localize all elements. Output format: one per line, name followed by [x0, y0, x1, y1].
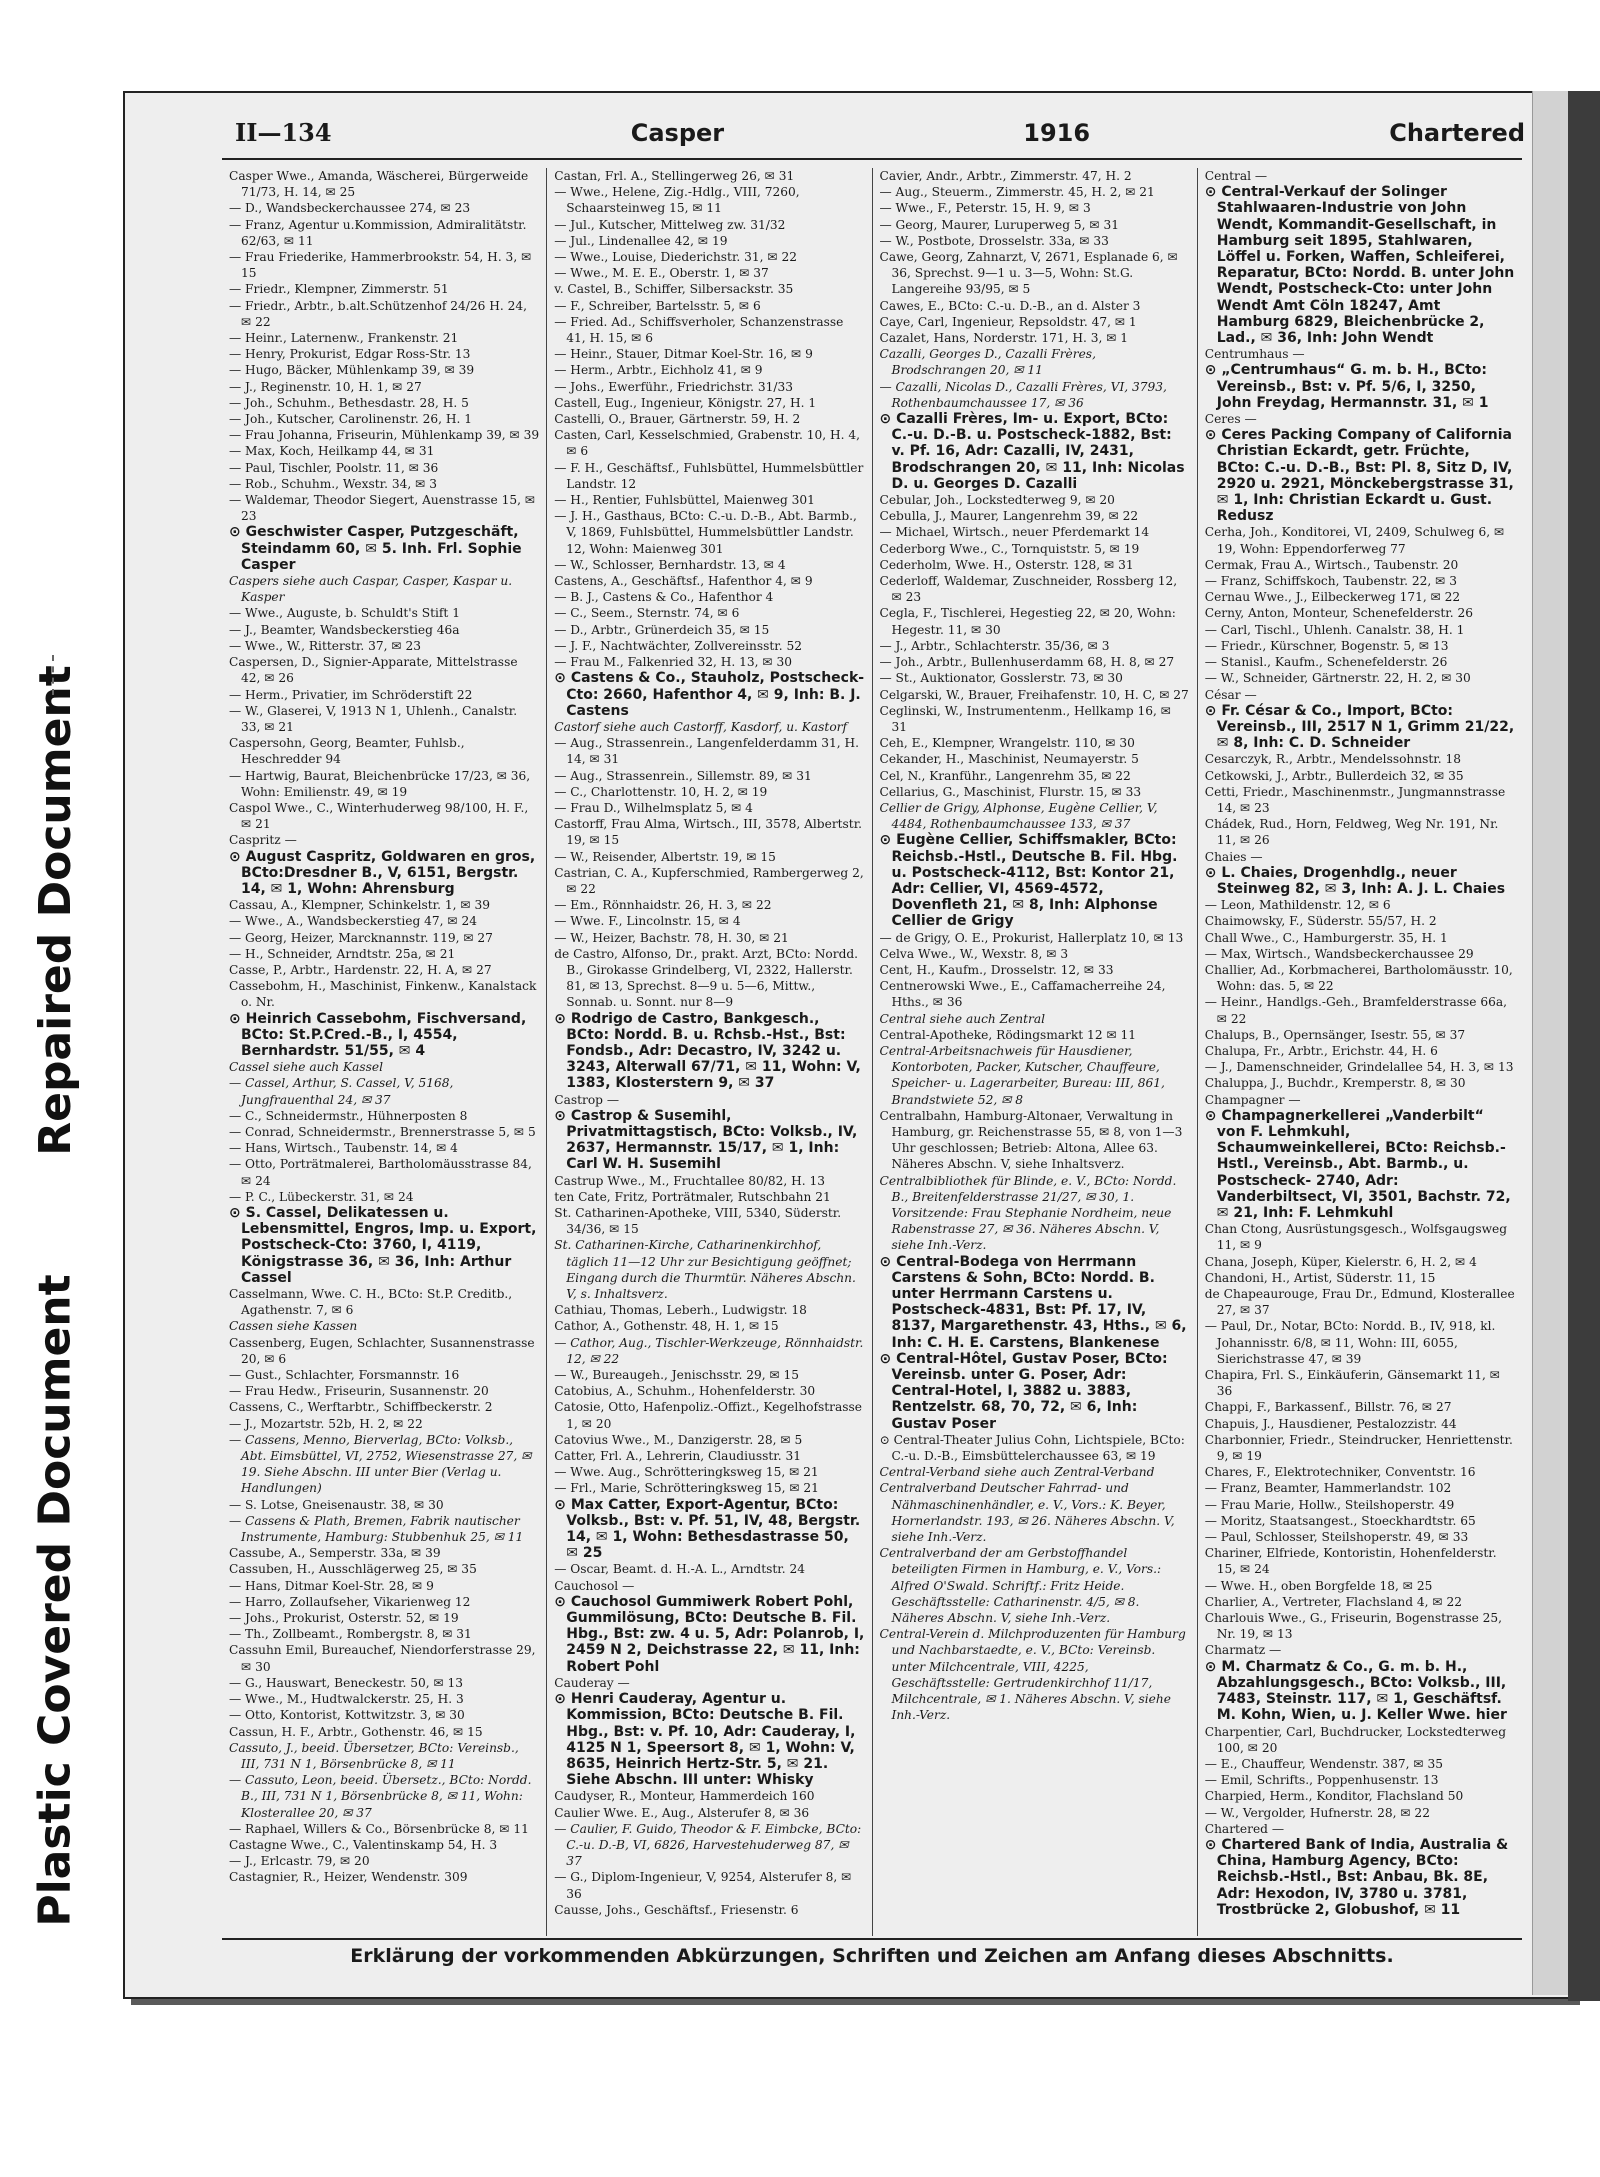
directory-entry: — W., Vergolder, Hufnerstr. 28, ✉ 22: [1204, 1805, 1430, 1820]
directory-entry: — G., Diplom-Ingenieur, V, 9254, Alsterufer 8, ✉ 36: [554, 1870, 852, 1901]
directory-entry: ⊙ Ceres Packing Company of California Christian Eckardt, getr. Früchte, BCto: C.-u. D.-B., Bst: Pl. 8, Sitz D, IV, 2920 u. 2921, Mönckebergstrasse 31, ✉ 1, Inh: Christian Eckardt u. Gust. Redusz: [1204, 427, 1514, 525]
directory-entry: — F. H., Geschäftsf., Fuhlsbüttel, Hummelsbüttler Landstr. 12: [554, 460, 864, 491]
directory-entry: Cauchosol —: [554, 1578, 635, 1593]
directory-entry: Cassenberg, Eugen, Schlachter, Susannenstrasse 20, ✉ 6: [229, 1335, 535, 1366]
directory-entry: Celgarski, W., Brauer, Freihafenstr. 10, H. C, ✉ 27: [879, 687, 1189, 702]
directory-entry: Caspersohn, Georg, Beamter, Fuhlsb., Heschredder 94: [229, 736, 465, 767]
directory-entry: Cesarczyk, R., Arbtr., Mendelssohnstr. 18: [1204, 752, 1462, 767]
directory-entry: — J. H., Gasthaus, BCto: C.-u. D.-B., Abt. Barmb., V, 1869, Fuhlsbüttel, Hummelsbüttler Landstr. 12, Wohn: Maienweg 301: [554, 509, 857, 556]
directory-entry: Cederborg Wwe., C., Tornquiststr. 5, ✉ 19: [879, 541, 1140, 556]
directory-entry: Centralverband Deutscher Fahrrad- und Nähmaschinenhändler, e. V., Vors.: K. Beyer, Hornerlandstr. 193, ✉ 26. Näheres Abschn. V, siehe Inh.-Verz.: [879, 1481, 1175, 1545]
directory-entry: Chapuis, J., Hausdiener, Pestalozzistr. 44: [1204, 1416, 1457, 1431]
directory-entry: Chall Wwe., C., Hamburgerstr. 35, H. 1: [1204, 930, 1448, 945]
directory-entry: — E., Chauffeur, Wendenstr. 387, ✉ 35: [1204, 1756, 1444, 1771]
directory-entry: ⊙ L. Chaies, Drogenhdlg., neuer Steinweg 82, ✉ 3, Inh: A. J. L. Chaies: [1204, 864, 1506, 897]
directory-entry: ⊙ S. Cassel, Delikatessen u. Lebensmittel, Engros, Imp. u. Export, Postscheck-Cto: 3760, I, 4119, Königstrasse 36, ✉ 36, Inh: Arthur Cassel: [229, 1205, 537, 1286]
directory-entry: — Leon, Mathildenstr. 12, ✉ 6: [1204, 898, 1391, 913]
directory-entry: Cellier de Grigy, Alphonse, Eugène Cellier, V, 4484, Rothenbaumchaussee 133, ✉ 37: [879, 800, 1158, 832]
directory-entry: — Frau Johanna, Friseurin, Mühlenkamp 39, ✉ 39: [229, 428, 540, 443]
directory-entry: — Paul, Schlosser, Steilshoperstr. 49, ✉ 33: [1204, 1530, 1469, 1545]
directory-entry: Catovius Wwe., M., Danzigerstr. 28, ✉ 5: [554, 1432, 803, 1447]
header-year: 1916: [1023, 119, 1091, 147]
directory-entry: — J., Reginenstr. 10, H. 1, ✉ 27: [229, 379, 422, 394]
directory-entry: — S. Lotse, Gneisenaustr. 38, ✉ 30: [229, 1497, 444, 1512]
directory-entry: ⊙ Eugène Cellier, Schiffsmakler, BCto: Reichsb.-Hstl., Deutsche B. Fil. Hbg. u. Postscheck-4112, Bst: Kontor 21, Adr: Cellier, VI, 4569-4572, Dovenfleth 21, ✉ 8, Inh: Alphonse Cellier de Grigy: [879, 832, 1178, 930]
directory-entry: — Emil, Schrifts., Poppenhusenstr. 13: [1204, 1773, 1439, 1788]
directory-entry: — Conrad, Schneidermstr., Brennerstrasse 5, ✉ 5: [229, 1124, 536, 1139]
directory-entry: Chartered —: [1204, 1821, 1285, 1836]
directory-entry: Cerny, Anton, Monteur, Schenefelderstr. 26: [1204, 606, 1473, 621]
directory-entry: — Heinr., Handlgs.-Geh., Bramfelderstrasse 66a, ✉ 22: [1204, 995, 1507, 1026]
directory-entry: — W., Heizer, Bachstr. 78, H. 30, ✉ 21: [554, 930, 789, 945]
directory-entry: Cekander, H., Maschinist, Neumayerstr. 5: [879, 752, 1139, 767]
directory-entry: Catobius, A., Schuhm., Hohenfelderstr. 30: [554, 1384, 816, 1399]
directory-entry: — Waldemar, Theodor Siegert, Auenstrasse 15, ✉ 23: [229, 493, 536, 524]
directory-entry: — Joh., Schuhm., Bethesdastr. 28, H. 5: [229, 395, 469, 410]
directory-entry: Cassun, H. F., Arbtr., Gothenstr. 46, ✉ 15: [229, 1724, 483, 1739]
directory-entry: — P. C., Lübeckerstr. 31, ✉ 24: [229, 1189, 414, 1204]
directory-entry: — Cassens, Menno, Bierverlag, BCto: Volksb., Abt. Eimsbüttel, VI, 2752, Wiesenstrasse 27, ✉ 19. Siehe Abschn. III unter Bier (Verlag u. Handlungen): [229, 1432, 532, 1496]
directory-entry: ⊙ Max Catter, Export-Agentur, BCto: Volksb., Bst: v. Pf. 51, IV, 48, Bergstr. 14, ✉ 1, Wohn: Bethesdastrasse 50, ✉ 25: [554, 1496, 861, 1562]
directory-entry: — Herm., Privatier, im Schröderstift 22: [229, 687, 473, 702]
directory-entry: Castell, Eug., Ingenieur, Königstr. 27, H. 1: [554, 395, 817, 410]
directory-entry: ⊙ Rodrigo de Castro, Bankgesch., BCto: Nordd. B. u. Rchsb.-Hst., Bst: Fondsb., Adr: Decastro, IV, 3242 u. 3243, Alterwall 67/71, ✉ 11, Wohn: V, 1383, Klosterstern 9, ✉ 37: [554, 1010, 861, 1092]
directory-entry: Castelli, O., Brauer, Gärtnerstr. 59, H. 2: [554, 412, 801, 427]
directory-entry: — Cassens & Plath, Bremen, Fabrik nautischer Instrumente, Hamburg: Stubbenhuk 25, ✉ 11: [229, 1513, 524, 1545]
directory-entry: Central-Apotheke, Rödingsmarkt 12 ✉ 11: [879, 1027, 1137, 1042]
directory-entry: — Raphael, Willers & Co., Börsenbrücke 8, ✉ 11: [229, 1821, 529, 1836]
directory-entry: Casten, Carl, Kesselschmied, Grabenstr. 10, H. 4, ✉ 6: [554, 428, 860, 459]
directory-entry: Chalups, B., Opernsänger, Isestr. 55, ✉ 37: [1204, 1027, 1466, 1042]
directory-entry: Cazalet, Hans, Norderstr. 171, H. 3, ✉ 1: [879, 331, 1129, 346]
directory-entry: ⊙ Castens & Co., Stauholz, Postscheck-Cto: 2660, Hafenthor 4, ✉ 9, Inh: B. J. Castens: [554, 670, 865, 719]
directory-entry: — Hugo, Bäcker, Mühlenkamp 39, ✉ 39: [229, 363, 475, 378]
directory-entry: — D., Wandsbeckerchaussee 274, ✉ 23: [229, 201, 471, 216]
directory-entry: Cawe, Georg, Zahnarzt, V, 2671, Esplanade 6, ✉ 36, Sprechst. 9—1 u. 3—5, Wohn: St.G. Langereihe 93/95, ✉ 5: [879, 250, 1178, 297]
directory-entry: Ceglinski, W., Instrumentenm., Hellkamp 16, ✉ 31: [879, 703, 1172, 734]
directory-entry: Central —: [1204, 169, 1268, 183]
directory-entry: Central siehe auch Zentral: [879, 1011, 1046, 1026]
directory-entry: — Friedr., Arbtr., b.alt.Schützenhof 24/26 H. 24, ✉ 22: [229, 298, 527, 329]
directory-entry: ⊙ Cazalli Frères, Im- u. Export, BCto: C.-u. D.-B. u. Postscheck-1882, Bst: v. Pf. 16, Adr: Cazalli, IV, 2431, Brodschrangen 20, ✉ 11, Inh: Nicolas D. u. Georges D. Cazalli: [879, 411, 1185, 492]
directory-column-4: [1198, 168, 1522, 1936]
directory-entry: — Fried. Ad., Schiffsverholer, Schanzenstrasse 41, H. 15, ✉ 6: [554, 314, 844, 346]
directory-entry: — Jul., Lindenallee 42, ✉ 19: [554, 233, 728, 248]
directory-entry: — St., Auktionator, Gosslerstr. 73, ✉ 30: [879, 671, 1123, 686]
directory-columns: [222, 168, 1522, 1936]
directory-entry: — Georg, Heizer, Marcknannstr. 119, ✉ 27: [229, 930, 493, 945]
directory-entry: Casselmann, Wwe. C. H., BCto: St.P. Creditb., Agathenstr. 7, ✉ 6: [229, 1287, 513, 1318]
directory-entry: Castrup Wwe., M., Fruchtallee 80/82, H. 13: [554, 1173, 826, 1188]
directory-entry: — Paul, Dr., Notar, BCto: Nordd. B., IV, 918, kl. Johannisstr. 6/8, ✉ 11, Wohn: III, 6055, Sierichstrasse 47, ✉ 39: [1204, 1319, 1496, 1366]
directory-entry: Castagne Wwe., C., Valentinskamp 54, H. 3: [229, 1837, 498, 1852]
directory-entry: Centralbibliothek für Blinde, e. V., BCto: Nordd. B., Breitenfelderstrasse 21/27, ✉ 30, 1. Vorsitzende: Frau Stephanie Nordheim, neue Rabenstrasse 27, ✉ 36. Näheres Abschn. V, siehe Inh.-Verz.: [879, 1173, 1177, 1253]
directory-entry: Castan, Frl. A., Stellingerweg 26, ✉ 31: [554, 169, 795, 183]
directory-entry: — W., Schneider, Gärtnerstr. 22, H. 2, ✉ 30: [1204, 671, 1471, 686]
directory-entry: — W., Schlosser, Bernhardstr. 13, ✉ 4: [554, 557, 786, 572]
directory-entry: — W., Bureaugeh., Jenischsstr. 29, ✉ 15: [554, 1368, 800, 1383]
directory-entry: — B. J., Castens & Co., Hafenthor 4: [554, 590, 774, 605]
directory-entry: Chapira, Frl. S., Einkäuferin, Gänsemarkt 11, ✉ 36: [1204, 1368, 1500, 1399]
directory-entry: Cebulla, J., Maurer, Langenrehm 39, ✉ 22: [879, 509, 1139, 524]
directory-entry: — F., Schreiber, Bartelsstr. 5, ✉ 6: [554, 298, 761, 313]
directory-entry: Cavier, Andr., Arbtr., Zimmerstr. 47, H. 2: [879, 169, 1132, 183]
directory-entry: — Frau Friederike, Hammerbrookstr. 54, H. 3, ✉ 15: [229, 250, 532, 281]
directory-entry: Chaies —: [1204, 849, 1263, 864]
directory-entry: — Em., Rönnhaidstr. 26, H. 3, ✉ 22: [554, 898, 772, 913]
directory-entry: — Max, Koch, Heilkamp 44, ✉ 31: [229, 444, 435, 459]
directory-entry: — Cazalli, Nicolas D., Cazalli Frères, VI, 3793, Rothenbaumchaussee 17, ✉ 36: [879, 379, 1167, 410]
directory-entry: Cernau Wwe., J., Eilbeckerweg 171, ✉ 22: [1204, 590, 1461, 605]
directory-entry: Chariner, Elfriede, Kontoristin, Hohenfelderstr. 15, ✉ 24: [1204, 1546, 1497, 1577]
directory-entry: — Herm., Arbtr., Eichholz 41, ✉ 9: [554, 363, 763, 378]
directory-entry: — Johs., Ewerführ., Friedrichstr. 31/33: [554, 379, 794, 394]
directory-entry: Cawes, E., BCto: C.-u. D.-B., an d. Alster 3: [879, 298, 1141, 313]
directory-entry: — J., Arbtr., Schlachterstr. 35/36, ✉ 3: [879, 638, 1110, 653]
repaired-document-text: Repaired Document: [29, 664, 81, 1156]
directory-entry: Cellarius, G., Maschinist, Flurstr. 15, ✉ 33: [879, 784, 1142, 799]
directory-entry: Cassebohm, H., Maschinist, Finkenw., Kanalstack o. Nr.: [229, 979, 537, 1010]
directory-entry: — W., Glaserei, V, 1913 N 1, Uhlenh., Canalstr. 33, ✉ 21: [229, 703, 518, 734]
directory-entry: Cassube, A., Semperstr. 33a, ✉ 39: [229, 1546, 441, 1561]
directory-entry: Charmatz —: [1204, 1643, 1282, 1658]
directory-entry: ⊙ Chartered Bank of India, Australia & China, Hamburg Agency, BCto: Reichsb.-Hstl., Bst: Anbau, Bk. 8E, Adr: Hexodon, IV, 3780 u. 3781, Trostbrücke 2, Globushof, ✉ 11: [1204, 1836, 1509, 1918]
directory-entry: — W., Reisender, Albertstr. 19, ✉ 15: [554, 849, 776, 864]
directory-entry: Catter, Frl. A., Lehrerin, Claudiusstr. 31: [554, 1449, 801, 1464]
directory-entry: Cassuhn Emil, Bureauchef, Niendorferstrasse 29, ✉ 30: [229, 1643, 536, 1674]
directory-entry: — Wwe., M., Hudtwalckerstr. 25, H. 3: [229, 1692, 464, 1707]
directory-entry: Charpentier, Carl, Buchdrucker, Lockstedterweg 100, ✉ 20: [1204, 1724, 1506, 1755]
directory-entry: Charbonnier, Friedr., Steindrucker, Henriettenstr. 9, ✉ 19: [1204, 1432, 1513, 1464]
directory-entry: — Wwe., Auguste, b. Schuldt's Stift 1: [229, 606, 460, 621]
directory-entry: — Otto, Kontorist, Kottwitzstr. 3, ✉ 30: [229, 1708, 465, 1723]
directory-entry: Castorf siehe auch Castorff, Kasdorf, u. Kastorf: [554, 719, 848, 734]
directory-entry: — Franz, Schiffskoch, Taubenstr. 22, ✉ 3: [1204, 574, 1458, 589]
directory-entry: — Th., Zollbeamt., Rombergstr. 8, ✉ 31: [229, 1627, 472, 1642]
footer-rule: [222, 1938, 1522, 1940]
directory-entry: ten Cate, Fritz, Porträtmaler, Rutschbahn 21: [554, 1189, 831, 1204]
directory-entry: — J. F., Nachtwächter, Zollvereinsstr. 52: [554, 638, 803, 653]
directory-entry: — Paul, Tischler, Poolstr. 11, ✉ 36: [229, 460, 439, 475]
directory-entry: Celva Wwe., W., Wexstr. 8, ✉ 3: [879, 946, 1069, 961]
directory-entry: — de Grigy, O. E., Prokurist, Hallerplatz 10, ✉ 13: [879, 930, 1184, 945]
directory-entry: ⊙ „Centrumhaus“ G. m. b. H., BCto: Vereinsb., Bst: v. Pf. 5/6, I, 3250, John Freydag, Hermannstr. 31, ✉ 1: [1204, 362, 1489, 411]
directory-entry: Causse, Johs., Geschäftsf., Friesenstr. 6: [554, 1902, 799, 1917]
directory-entry: Caspers siehe auch Caspar, Casper, Kaspar u. Kasper: [229, 574, 513, 605]
directory-column-2: [547, 168, 872, 1936]
repaired-document-label: [0, 640, 110, 1180]
directory-entry: — Gust., Schlachter, Forsmannstr. 16: [229, 1368, 460, 1383]
directory-entry: Centralverband der am Gerbstoffhandel beteiligten Firmen in Hamburg, e. V., Vors.: Alfred O'Swald. Schriftf.: Fritz Heide. Geschäftsstelle: Catharinenstr. 4/5, ✉ 8. Näheres Abschn. V, siehe Inh.-Verz.: [879, 1546, 1162, 1626]
page-header: [235, 118, 1525, 154]
directory-entry: Caudyser, R., Monteur, Hammerdeich 160: [554, 1789, 815, 1804]
directory-entry: Cermak, Frau A., Wirtsch., Taubenstr. 20: [1204, 557, 1459, 572]
directory-entry: Cebular, Joh., Lockstedterweg 9, ✉ 20: [879, 493, 1115, 508]
directory-entry: Castrian, C. A., Kupferschmied, Rambergerweg 2, ✉ 22: [554, 865, 864, 896]
directory-entry: ⊙ Fr. César & Co., Import, BCto: Vereinsb., III, 2517 N 1, Grimm 21/22, ✉ 8, Inh: C. D. Schneider: [1204, 702, 1515, 752]
directory-entry: Cederloff, Waldemar, Zuschneider, Rossberg 12, ✉ 23: [879, 574, 1178, 605]
directory-entry: — J., Erlcastr. 79, ✉ 20: [229, 1854, 370, 1869]
directory-entry: ⊙ Central-Hôtel, Gustav Poser, BCto: Vereinsb. unter G. Poser, Adr: Central-Hotel, I, 3882 u. 3883, Rentzelstr. 68, 70, 72, ✉ 6, Inh: Gustav Poser: [879, 1350, 1168, 1432]
directory-entry: Centralbahn, Hamburg-Altonaer, Verwaltung in Hamburg, gr. Reichenstrasse 55, ✉ 8, von 1—3 Uhr geschlossen; Betrieb: Altona, Allee 63. Näheres Abschn. V, siehe Inhaltsverz.: [879, 1108, 1183, 1172]
directory-entry: Castrop —: [554, 1092, 620, 1107]
directory-entry: — D., Arbtr., Grünerdeich 35, ✉ 15: [554, 622, 770, 637]
directory-entry: St. Catharinen-Kirche, Catharinenkirchhof, täglich 11—12 Uhr zur Besichtigung geöffnet; Eingang durch die Thurmtür. Näheres Abschn. V, s. Inhaltsverz.: [554, 1238, 856, 1302]
directory-entry: ⊙ Heinrich Cassebohm, Fischversand, BCto: St.P.Cred.-B., I, 4554, Bernhardstr. 51/55, ✉ 4: [229, 1010, 527, 1059]
directory-entry: Central-Arbeitsnachweis für Hausdiener, Kontorboten, Packer, Kutscher, Chauffeure, Speicher- u. Lagerarbeiter, Bureau: III, 861, Brandstwiete 52, ✉ 8: [879, 1043, 1165, 1107]
directory-entry: — Wwe. F., Lincolnstr. 15, ✉ 4: [554, 914, 741, 929]
directory-entry: — J., Mozartstr. 52b, H. 2, ✉ 22: [229, 1416, 423, 1431]
directory-entry: Cassel siehe auch Kassel: [229, 1060, 384, 1075]
directory-entry: — Wwe., F., Peterstr. 15, H. 9, ✉ 3: [879, 201, 1091, 216]
directory-entry: — Cassel, Arthur, S. Cassel, V, 5168, Jungfrauenthal 24, ✉ 37: [229, 1076, 454, 1107]
directory-entry: — Frl., Marie, Schrötteringksweg 15, ✉ 21: [554, 1481, 819, 1496]
directory-entry: ⊙ Central-Verkauf der Solinger Stahlwaaren-Industrie von John Wendt, Kommandit-Gesellschaft, in Hamburg seit 1895, Stahlwaren, Löffel u. Forken, Waffen, Schleiferei, Reparatur, BCto: Nordd. B. unter John Wendt, Postscheck-Cto: unter John Wendt Amt Cöln 18247, Amt Hamburg 6829, Bleichenbrücke 2, Lad., ✉ 36, Inh: John Wendt: [1204, 184, 1515, 347]
directory-entry: — Heinr., Laternenw., Frankenstr. 21: [229, 331, 459, 346]
directory-entry: — Moritz, Staatsangest., Stoeckhardtstr. 65: [1204, 1513, 1476, 1528]
directory-entry: Ceh, E., Klempner, Wrangelstr. 110, ✉ 30: [879, 736, 1135, 751]
directory-entry: — Georg, Maurer, Luruperweg 5, ✉ 31: [879, 217, 1119, 232]
directory-entry: — Franz, Beamter, Hammerlandstr. 102: [1204, 1481, 1452, 1496]
directory-entry: Cegla, F., Tischlerei, Hegestieg 22, ✉ 20, Wohn: Hegestr. 11, ✉ 30: [879, 606, 1176, 637]
header-rule: [222, 158, 1522, 160]
footer-note: Erklärung der vorkommenden Abkürzungen, Schriften und Zeichen am Anfang dieses Abschnitts.: [350, 1945, 1394, 1967]
directory-entry: Cathiau, Thomas, Leberh., Ludwigstr. 18: [554, 1303, 807, 1318]
directory-entry: Caye, Carl, Ingenieur, Repsoldstr. 47, ✉ 1: [879, 314, 1137, 329]
directory-entry: ⊙ Cauchosol Gummiwerk Robert Pohl, Gummilösung, BCto: Deutsche B. Fil. Hbg., Bst: zw. 4 u. 5, Adr: Polanrob, I, 2459 N 2, Deichstrasse 22, ✉ 11, Inh: Robert Pohl: [554, 1593, 865, 1675]
directory-entry: — C., Schneidermstr., Hühnerposten 8: [229, 1108, 468, 1123]
directory-entry: — Cassuto, Leon, beeid. Übersetz., BCto: Nordd. B., III, 731 N 1, Börsenbrücke 8, ✉ 11, Wohn: Klosterallee 20, ✉ 37: [229, 1773, 532, 1820]
directory-entry: — Oscar, Beamt. d. H.-A. L., Arndtstr. 24: [554, 1562, 806, 1577]
directory-entry: de Castro, Alfonso, Dr., prakt. Arzt, BCto: Nordd. B., Girokasse Grindelberg, VI, 2322, Hallerstr. 81, ✉ 13, Sprechst. 8—9 u. 5—6, Mittw., Sonnab. u. Sonnt. nur 8—9: [554, 946, 859, 1010]
directory-entry: Chaimowsky, F., Süderstr. 55/57, H. 2: [1204, 914, 1437, 929]
directory-column-3: [873, 168, 1198, 1936]
directory-entry: Chádek, Rud., Horn, Feldweg, Weg Nr. 191, Nr. 11, ✉ 26: [1204, 817, 1499, 848]
directory-entry: ⊙ Central-Theater Julius Cohn, Lichtspiele, BCto: C.-u. D.-B., Eimsbüttelerchaussee 63, ✉ 19: [879, 1432, 1185, 1464]
directory-entry: Casse, P., Arbtr., Hardenstr. 22, H. A, ✉ 27: [229, 962, 492, 977]
directory-entry: Charlier, A., Vertreter, Flachsland 4, ✉ 22: [1204, 1594, 1463, 1609]
directory-entry: ⊙ August Caspritz, Goldwaren en gros, BCto:Dresdner B., V, 6151, Bergstr. 14, ✉ 1, Wohn: Ahrensburg: [229, 848, 536, 897]
directory-entry: — Franz, Agentur u.Kommission, Admiralitätstr. 62/63, ✉ 11: [229, 217, 527, 248]
directory-entry: ⊙ Champagnerkellerei „Vanderbilt“ von F. Lehmkuhl, Schaumweinkellerei, BCto: Reichsb.-Hstl., Vereinsb., Abt. Barmb., u. Postscheck- 2740, Adr: Vanderbiltsect, VI, 3501, Bachstr. 72, ✉ 21, Inh: F. Lehmkuhl: [1204, 1107, 1511, 1221]
directory-entry: — Wwe. Aug., Schrötteringksweg 15, ✉ 21: [554, 1465, 819, 1480]
directory-entry: Cassau, A., Klempner, Schinkelstr. 1, ✉ 39: [229, 898, 491, 913]
directory-entry: Chana, Joseph, Küper, Kielerstr. 6, H. 2, ✉ 4: [1204, 1254, 1477, 1269]
directory-entry: Chan Ctong, Ausrüstungsgesch., Wolfsgaugsweg 11, ✉ 9: [1204, 1222, 1508, 1253]
directory-entry: Centnerowski Wwe., E., Caffamacherreihe 24, Hths., ✉ 36: [879, 979, 1166, 1010]
directory-entry: — Michael, Wirtsch., neuer Pferdemarkt 14: [879, 525, 1150, 540]
directory-entry: Cauderay —: [554, 1675, 630, 1690]
directory-entry: Chappi, F., Barkassenf., Billstr. 76, ✉ 27: [1204, 1400, 1452, 1415]
header-left-word: Casper: [630, 119, 725, 147]
directory-entry: — Jul., Kutscher, Mittelweg zw. 31/32: [554, 217, 786, 232]
directory-entry: Cassuben, H., Ausschlägerweg 25, ✉ 35: [229, 1562, 477, 1577]
directory-entry: César —: [1204, 687, 1257, 702]
directory-entry: — Cathor, Aug., Tischler-Werkzeuge, Rönnhaidstr. 12, ✉ 22: [554, 1335, 864, 1366]
directory-entry: Cassens, C., Werftarbtr., Schiffbeckerstr. 2: [229, 1400, 493, 1415]
directory-entry: — Frau D., Wilhelmsplatz 5, ✉ 4: [554, 800, 753, 815]
directory-entry: Champagner —: [1204, 1092, 1301, 1107]
directory-column-1: [222, 168, 547, 1936]
directory-entry: Chares, F., Elektrotechniker, Conventstr. 16: [1204, 1465, 1476, 1480]
directory-entry: Chaluppa, J., Buchdr., Kremperstr. 8, ✉ 30: [1204, 1076, 1466, 1091]
directory-entry: Central-Verein d. Milchproduzenten für Hamburg und Nachbarstaedte, e. V., BCto: Vereinsb. unter Milchcentrale, VIII, 4225, Geschäftsstelle: Gertrudenkirchhof 11/17, Milchcentrale, ✉ 1. Näheres Abschn. V, siehe Inh.-Verz.: [879, 1627, 1186, 1723]
directory-entry: — Frau Hedw., Friseurin, Susannenstr. 20: [229, 1384, 489, 1399]
directory-entry: — G., Hauswart, Beneckestr. 50, ✉ 13: [229, 1675, 464, 1690]
directory-entry: — Hans, Ditmar Koel-Str. 28, ✉ 9: [229, 1578, 434, 1593]
directory-entry: — Joh., Kutscher, Carolinenstr. 26, H. 1: [229, 412, 472, 427]
directory-entry: Chandoni, H., Artist, Süderstr. 11, 15: [1204, 1270, 1436, 1285]
directory-entry: Chalupa, Fr., Arbtr., Erichstr. 44, H. 6: [1204, 1043, 1438, 1058]
directory-entry: Caspol Wwe., C., Winterhuderweg 98/100, H. F., ✉ 21: [229, 800, 529, 832]
directory-entry: — Aug., Strassenrein., Sillemstr. 89, ✉ 31: [554, 768, 812, 783]
directory-entry: ⊙ M. Charmatz & Co., G. m. b. H., Abzahlungsgesch., BCto: Volksb., III, 7483, Steinstr. 117, ✉ 1, Geschäftsf. M. Kohn, Wien, u. J. Keller Wwe. hier: [1204, 1658, 1507, 1724]
plastic-covered-document-label: [0, 1273, 110, 1927]
directory-entry: — C., Charlottenstr. 10, H. 2, ✉ 19: [554, 784, 768, 799]
directory-entry: — Max, Wirtsch., Wandsbeckerchaussee 29: [1204, 946, 1474, 961]
directory-entry: Cazalli, Georges D., Cazalli Frères, Brodschrangen 20, ✉ 11: [879, 347, 1096, 378]
directory-entry: — Stanisl., Kaufm., Schenefelderstr. 26: [1204, 655, 1448, 670]
directory-entry: — Wwe., W., Ritterstr. 37, ✉ 23: [229, 638, 422, 653]
directory-entry: ⊙ Geschwister Casper, Putzgeschäft, Steindamm 60, ✉ 5. Inh. Frl. Sophie Casper: [229, 524, 522, 573]
directory-entry: Cent, H., Kaufm., Drosselstr. 12, ✉ 33: [879, 962, 1114, 977]
directory-entry: — Johs., Prokurist, Osterstr. 52, ✉ 19: [229, 1611, 459, 1626]
directory-entry: Cetti, Friedr., Maschinenmstr., Jungmannstrasse 14, ✉ 23: [1204, 784, 1506, 815]
directory-entry: — Harro, Zollaufseher, Vikarienweg 12: [229, 1594, 471, 1609]
directory-entry: — Wwe., M. E. E., Oberstr. 1, ✉ 37: [554, 266, 769, 281]
directory-entry: — H., Schneider, Arndtstr. 25a, ✉ 21: [229, 946, 456, 961]
directory-entry: Charpied, Herm., Konditor, Flachsland 50: [1204, 1789, 1464, 1804]
directory-entry: Cederholm, Wwe. H., Osterstr. 128, ✉ 31: [879, 557, 1134, 572]
directory-entry: St. Catharinen-Apotheke, VIII, 5340, Süderstr. 34/36, ✉ 15: [554, 1206, 842, 1237]
directory-entry: — Wwe., Helene, Zig.-Hdlg., VIII, 7260, Schaarsteinweg 15, ✉ 11: [554, 185, 800, 216]
directory-entry: — Friedr., Kürschner, Bogenstr. 5, ✉ 13: [1204, 638, 1449, 653]
directory-entry: Caulier Wwe. E., Aug., Alsterufer 8, ✉ 36: [554, 1805, 810, 1820]
directory-entry: — Aug., Strassenrein., Langenfelderdamm 31, H. 14, ✉ 31: [554, 736, 860, 767]
directory-entry: — Friedr., Klempner, Zimmerstr. 51: [229, 282, 449, 297]
directory-entry: Cetkowski, J., Arbtr., Bullerdeich 32, ✉ 35: [1204, 768, 1464, 783]
directory-entry: Challier, Ad., Korbmacherei, Bartholomäusstr. 10, Wohn: das. 5, ✉ 22: [1204, 962, 1513, 994]
directory-entry: ⊙ Central-Bodega von Herrmann Carstens & Sohn, BCto: Nordd. B. unter Herrmann Carstens u. Postscheck-4831, Bst: Pf. 17, IV, 8137, Margarethenstr. 43, Hths., ✉ 6, Inh: C. H. E. Carstens, Blankenese: [879, 1253, 1187, 1351]
directory-entry: Cel, N., Kranführ., Langenrehm 35, ✉ 22: [879, 768, 1131, 783]
page-number: II—134: [235, 118, 332, 147]
directory-entry: — W., Postbote, Drosselstr. 33a, ✉ 33: [879, 233, 1109, 248]
directory-entry: ⊙ Castrop & Susemihl, Privatmittagstisch, BCto: Volksb., IV, 2637, Hermannstr. 15/17, ✉ 1, Inh: Carl W. H. Susemihl: [554, 1107, 858, 1173]
directory-entry: — Caulier, F. Guido, Theodor & F. Eimbcke, BCto: C.-u. D.-B, VI, 6826, Harvestehuderweg 87, ✉ 37: [554, 1821, 862, 1869]
directory-entry: — Joh., Arbtr., Bullenhuserdamm 68, H. 8, ✉ 27: [879, 655, 1175, 670]
directory-entry: — Hans, Wirtsch., Taubenstr. 14, ✉ 4: [229, 1141, 458, 1156]
header-right-word: Chartered: [1389, 119, 1525, 147]
directory-entry: — H., Rentier, Fuhlsbüttel, Maienweg 301: [554, 493, 815, 508]
page-edge-shadow: [1568, 91, 1600, 2001]
directory-entry: Cassuto, J., beeid. Übersetzer, BCto: Vereinsb., III, 731 N 1, Börsenbrücke 8, ✉ 11: [229, 1740, 519, 1771]
directory-entry: — Frau Marie, Hollw., Steilshoperstr. 49: [1204, 1497, 1455, 1512]
directory-entry: Castens, A., Geschäftsf., Hafenthor 4, ✉ 9: [554, 574, 813, 589]
page-fold: [1532, 91, 1569, 1995]
directory-entry: v. Castel, B., Schiffer, Silbersackstr. 35: [554, 282, 794, 297]
directory-entry: — Frau M., Falkenried 32, H. 13, ✉ 30: [554, 655, 793, 670]
directory-entry: Caspersen, D., Signier-Apparate, Mittelstrasse 42, ✉ 26: [229, 655, 518, 686]
directory-entry: Central-Verband siehe auch Zentral-Verband: [879, 1465, 1155, 1480]
directory-entry: — Hartwig, Baurat, Bleichenbrücke 17/23, ✉ 36, Wohn: Emilienstr. 49, ✉ 19: [229, 768, 531, 799]
directory-entry: Castagnier, R., Heizer, Wendenstr. 309: [229, 1870, 468, 1885]
directory-entry: Charlouis Wwe., G., Friseurin, Bogenstrasse 25, Nr. 19, ✉ 13: [1204, 1611, 1503, 1642]
directory-entry: — Carl, Tischl., Uhlenh. Canalstr. 38, H. 1: [1204, 622, 1465, 637]
directory-entry: — Wwe., A., Wandsbeckerstieg 47, ✉ 24: [229, 914, 477, 929]
directory-entry: Ceres —: [1204, 412, 1257, 427]
directory-entry: ⊙ Henri Cauderay, Agentur u. Kommission, BCto: Deutsche B. Fil. Hbg., Bst: v. Pf. 10, Adr: Cauderay, I, 4125 N 1, Speersort 8, ✉ 1, Wohn: V, 8635, Heinrich Hertz-Str. 5, ✉ 21. Siehe Abschn. III unter: Whisky: [554, 1691, 856, 1789]
directory-entry: — C., Seem., Sternstr. 74, ✉ 6: [554, 606, 740, 621]
directory-entry: Catosie, Otto, Hafenpoliz.-Offizt., Kegelhofstrasse 1, ✉ 20: [554, 1400, 862, 1431]
directory-entry: — Aug., Steuerm., Zimmerstr. 45, H. 2, ✉ 21: [879, 185, 1155, 200]
directory-entry: — J., Damenschneider, Grindelallee 54, H. 3, ✉ 13: [1204, 1060, 1514, 1075]
directory-entry: Cassen siehe Kassen: [229, 1319, 358, 1334]
directory-entry: — J., Beamter, Wandsbeckerstieg 46a: [229, 622, 460, 637]
directory-entry: Caspritz —: [229, 833, 297, 848]
plastic-covered-document-text: Plastic Covered Document: [29, 1273, 81, 1927]
directory-entry: — Wwe., Louise, Diederichstr. 31, ✉ 22: [554, 250, 798, 265]
directory-entry: Castorff, Frau Alma, Wirtsch., III, 3578, Albertstr. 19, ✉ 15: [554, 817, 863, 848]
directory-entry: — Henry, Prokurist, Edgar Ross-Str. 13: [229, 347, 471, 362]
directory-entry: — Otto, Porträtmalerei, Bartholomäusstrasse 84, ✉ 24: [229, 1157, 532, 1188]
directory-entry: Cerha, Joh., Konditorei, VI, 2409, Schulweg 6, ✉ 19, Wohn: Eppendorferweg 77: [1204, 525, 1505, 556]
directory-entry: Casper Wwe., Amanda, Wäscherei, Bürgerweide 71/73, H. 14, ✉ 25: [229, 169, 529, 200]
directory-entry: — Wwe. H., oben Borgfelde 18, ✉ 25: [1204, 1578, 1433, 1593]
directory-entry: Cathor, A., Gothenstr. 48, H. 1, ✉ 15: [554, 1319, 779, 1334]
directory-entry: Centrumhaus —: [1204, 347, 1305, 362]
directory-entry: de Chapeaurouge, Frau Dr., Edmund, Klosterallee 27, ✉ 37: [1204, 1287, 1515, 1318]
dashed-divider: [52, 655, 56, 695]
directory-entry: — Rob., Schuhm., Wexstr. 34, ✉ 3: [229, 476, 438, 491]
directory-entry: — Heinr., Stauer, Ditmar Koel-Str. 16, ✉ 9: [554, 347, 813, 362]
